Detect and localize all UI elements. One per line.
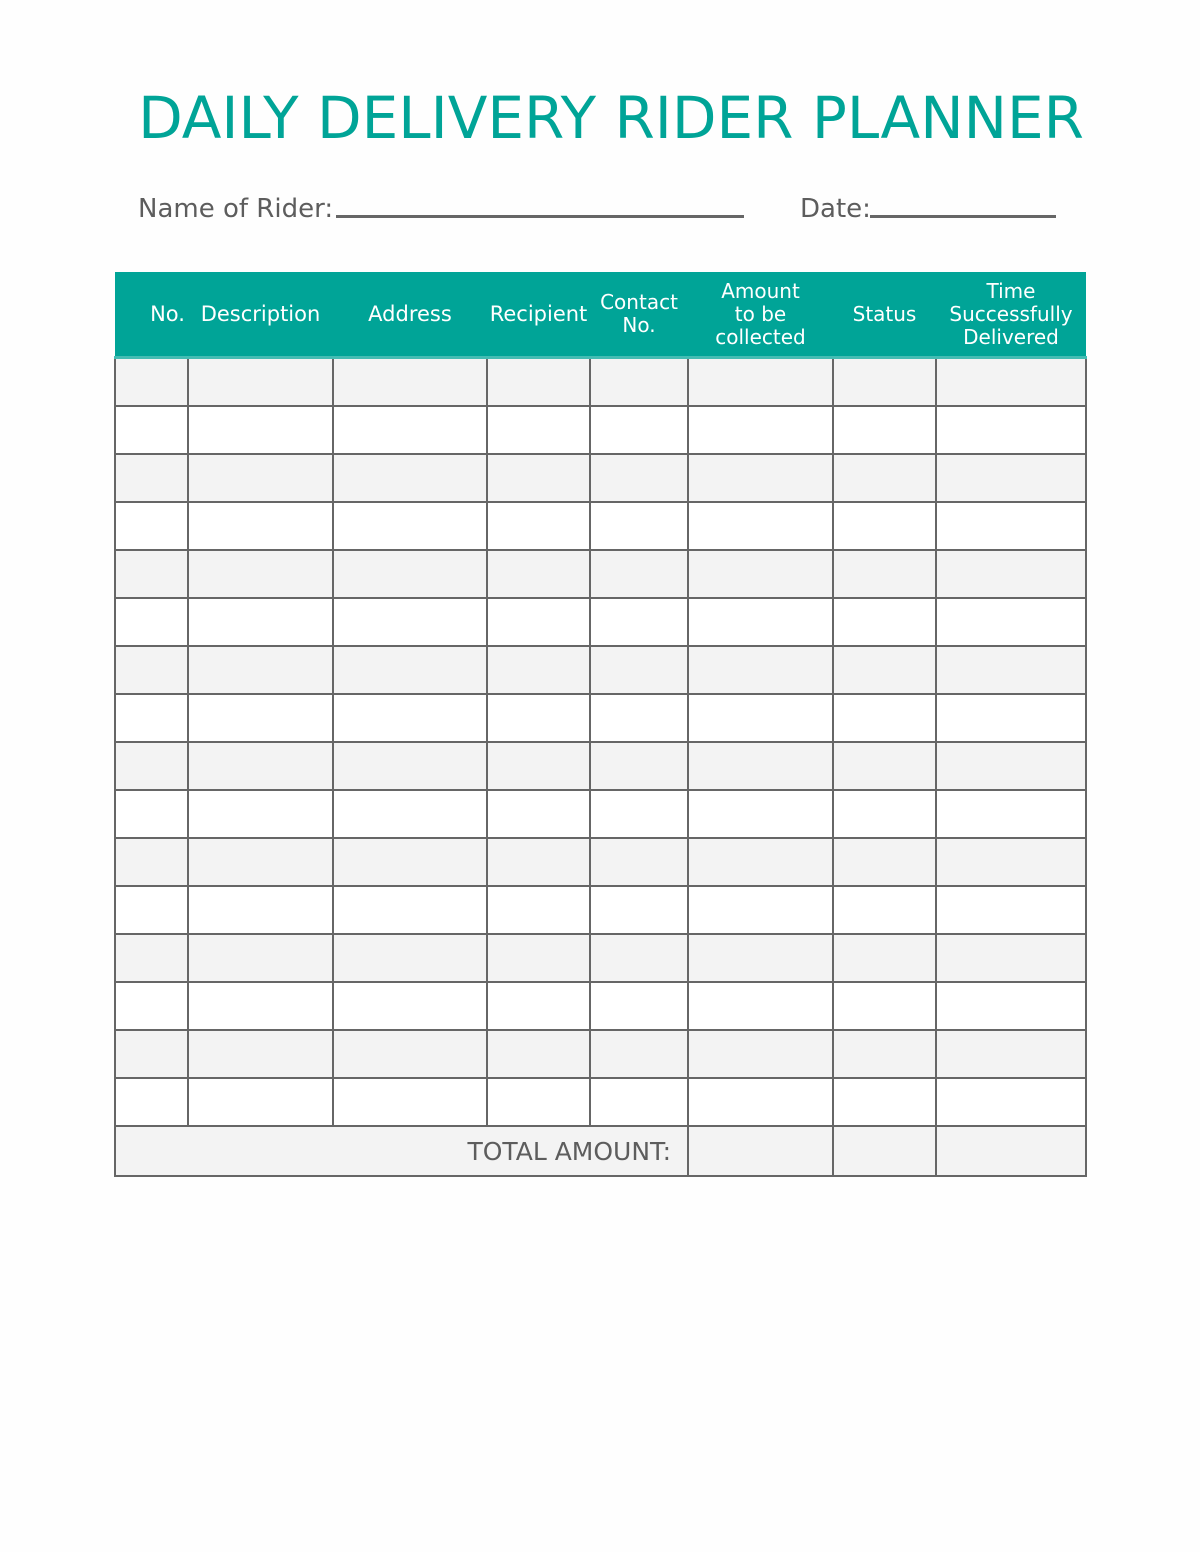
cell-contact[interactable] <box>590 358 688 407</box>
cell-contact[interactable] <box>590 982 688 1030</box>
cell-contact[interactable] <box>590 742 688 790</box>
cell-no[interactable] <box>115 502 188 550</box>
header-no: No. <box>115 272 188 358</box>
cell-status[interactable] <box>833 1078 936 1126</box>
cell-contact[interactable] <box>590 598 688 646</box>
table-row <box>115 934 1086 982</box>
cell-no[interactable] <box>115 1078 188 1126</box>
cell-contact[interactable] <box>590 502 688 550</box>
table-row <box>115 502 1086 550</box>
cell-address[interactable] <box>333 358 487 407</box>
cell-recipient[interactable] <box>487 934 590 982</box>
cell-recipient[interactable] <box>487 694 590 742</box>
header-description: Description <box>188 272 333 358</box>
cell-time[interactable] <box>936 886 1086 934</box>
cell-time[interactable] <box>936 838 1086 886</box>
cell-description[interactable] <box>188 982 333 1030</box>
cell-status[interactable] <box>833 550 936 598</box>
cell-description[interactable] <box>188 406 333 454</box>
cell-address[interactable] <box>333 646 487 694</box>
cell-recipient[interactable] <box>487 886 590 934</box>
cell-contact[interactable] <box>590 646 688 694</box>
cell-amount[interactable] <box>688 1030 833 1078</box>
table-row <box>115 694 1086 742</box>
cell-status[interactable] <box>833 934 936 982</box>
cell-no[interactable] <box>115 694 188 742</box>
cell-amount[interactable] <box>688 454 833 502</box>
table-row <box>115 742 1086 790</box>
cell-address[interactable] <box>333 742 487 790</box>
rider-name-label: Name of Rider: <box>138 194 334 224</box>
table-row <box>115 982 1086 1030</box>
cell-status[interactable] <box>833 790 936 838</box>
cell-status[interactable] <box>833 502 936 550</box>
cell-contact[interactable] <box>590 406 688 454</box>
cell-status[interactable] <box>833 454 936 502</box>
cell-amount[interactable] <box>688 1078 833 1126</box>
cell-time[interactable] <box>936 454 1086 502</box>
cell-description[interactable] <box>188 694 333 742</box>
cell-amount[interactable] <box>688 358 833 407</box>
cell-time[interactable] <box>936 790 1086 838</box>
cell-no[interactable] <box>115 838 188 886</box>
cell-description[interactable] <box>188 646 333 694</box>
cell-status[interactable] <box>833 406 936 454</box>
header-contact: Contact No. <box>590 272 688 358</box>
cell-contact[interactable] <box>590 790 688 838</box>
cell-time[interactable] <box>936 646 1086 694</box>
table-row <box>115 838 1086 886</box>
cell-time[interactable] <box>936 982 1086 1030</box>
table-row <box>115 1078 1086 1126</box>
total-time-cell[interactable] <box>936 1126 1086 1176</box>
cell-contact[interactable] <box>590 1030 688 1078</box>
cell-address[interactable] <box>333 982 487 1030</box>
total-amount-label: TOTAL AMOUNT: <box>115 1126 688 1176</box>
cell-description[interactable] <box>188 598 333 646</box>
cell-amount[interactable] <box>688 406 833 454</box>
cell-recipient[interactable] <box>487 358 590 407</box>
cell-amount[interactable] <box>688 838 833 886</box>
cell-address[interactable] <box>333 790 487 838</box>
cell-description[interactable] <box>188 1078 333 1126</box>
cell-amount[interactable] <box>688 598 833 646</box>
cell-recipient[interactable] <box>487 454 590 502</box>
cell-status[interactable] <box>833 982 936 1030</box>
cell-no[interactable] <box>115 454 188 502</box>
cell-recipient[interactable] <box>487 502 590 550</box>
cell-description[interactable] <box>188 742 333 790</box>
cell-status[interactable] <box>833 358 936 407</box>
cell-time[interactable] <box>936 550 1086 598</box>
cell-status[interactable] <box>833 1030 936 1078</box>
cell-recipient[interactable] <box>487 982 590 1030</box>
table-row <box>115 406 1086 454</box>
cell-amount[interactable] <box>688 502 833 550</box>
cell-no[interactable] <box>115 742 188 790</box>
cell-status[interactable] <box>833 886 936 934</box>
cell-address[interactable] <box>333 694 487 742</box>
cell-status[interactable] <box>833 694 936 742</box>
cell-no[interactable] <box>115 790 188 838</box>
cell-no[interactable] <box>115 1030 188 1078</box>
cell-recipient[interactable] <box>487 790 590 838</box>
table-row <box>115 598 1086 646</box>
table-row <box>115 646 1086 694</box>
cell-contact[interactable] <box>590 550 688 598</box>
header-amount: Amount to be collected <box>688 272 833 358</box>
cell-recipient[interactable] <box>487 550 590 598</box>
cell-description[interactable] <box>188 454 333 502</box>
cell-recipient[interactable] <box>487 742 590 790</box>
cell-contact[interactable] <box>590 1078 688 1126</box>
cell-amount[interactable] <box>688 550 833 598</box>
cell-address[interactable] <box>333 454 487 502</box>
cell-description[interactable] <box>188 934 333 982</box>
cell-description[interactable] <box>188 358 333 407</box>
cell-no[interactable] <box>115 646 188 694</box>
cell-time[interactable] <box>936 1030 1086 1078</box>
cell-amount[interactable] <box>688 790 833 838</box>
table-row <box>115 550 1086 598</box>
cell-time[interactable] <box>936 406 1086 454</box>
page-title: DAILY DELIVERY RIDER PLANNER <box>138 84 1084 152</box>
cell-no[interactable] <box>115 886 188 934</box>
cell-status[interactable] <box>833 646 936 694</box>
cell-status[interactable] <box>833 598 936 646</box>
cell-address[interactable] <box>333 886 487 934</box>
cell-no[interactable] <box>115 598 188 646</box>
date-field[interactable] <box>870 215 1056 218</box>
cell-contact[interactable] <box>590 838 688 886</box>
cell-address[interactable] <box>333 550 487 598</box>
cell-contact[interactable] <box>590 454 688 502</box>
total-amount-cell[interactable] <box>688 1126 833 1176</box>
cell-time[interactable] <box>936 502 1086 550</box>
cell-no[interactable] <box>115 358 188 407</box>
cell-address[interactable] <box>333 934 487 982</box>
cell-no[interactable] <box>115 550 188 598</box>
cell-amount[interactable] <box>688 982 833 1030</box>
cell-amount[interactable] <box>688 646 833 694</box>
cell-description[interactable] <box>188 838 333 886</box>
cell-amount[interactable] <box>688 934 833 982</box>
cell-address[interactable] <box>333 1078 487 1126</box>
cell-amount[interactable] <box>688 694 833 742</box>
cell-description[interactable] <box>188 1030 333 1078</box>
total-row <box>115 1126 1086 1176</box>
cell-amount[interactable] <box>688 886 833 934</box>
cell-amount[interactable] <box>688 742 833 790</box>
cell-description[interactable] <box>188 790 333 838</box>
table-header-row <box>115 272 1086 358</box>
cell-contact[interactable] <box>590 934 688 982</box>
cell-no[interactable] <box>115 406 188 454</box>
cell-contact[interactable] <box>590 886 688 934</box>
cell-time[interactable] <box>936 358 1086 407</box>
cell-status[interactable] <box>833 742 936 790</box>
table-row <box>115 1030 1086 1078</box>
delivery-table <box>114 272 1087 1177</box>
header-time-delivered: Time Successfully Delivered <box>936 272 1086 358</box>
cell-contact[interactable] <box>590 694 688 742</box>
cell-description[interactable] <box>188 886 333 934</box>
table-row <box>115 790 1086 838</box>
header-status: Status <box>833 272 936 358</box>
cell-recipient[interactable] <box>487 406 590 454</box>
cell-recipient[interactable] <box>487 838 590 886</box>
header-recipient: Recipient <box>487 272 590 358</box>
cell-address[interactable] <box>333 502 487 550</box>
cell-time[interactable] <box>936 934 1086 982</box>
cell-time[interactable] <box>936 598 1086 646</box>
table-body <box>115 358 1086 1127</box>
cell-recipient[interactable] <box>487 1078 590 1126</box>
cell-time[interactable] <box>936 742 1086 790</box>
cell-description[interactable] <box>188 502 333 550</box>
cell-recipient[interactable] <box>487 598 590 646</box>
cell-no[interactable] <box>115 982 188 1030</box>
header-address: Address <box>333 272 487 358</box>
cell-recipient[interactable] <box>487 1030 590 1078</box>
cell-address[interactable] <box>333 838 487 886</box>
date-label: Date: <box>800 194 871 224</box>
cell-status[interactable] <box>833 838 936 886</box>
cell-address[interactable] <box>333 598 487 646</box>
cell-time[interactable] <box>936 694 1086 742</box>
cell-no[interactable] <box>115 934 188 982</box>
table-row <box>115 886 1086 934</box>
total-status-cell[interactable] <box>833 1126 936 1176</box>
cell-description[interactable] <box>188 550 333 598</box>
cell-address[interactable] <box>333 1030 487 1078</box>
table-row <box>115 454 1086 502</box>
cell-recipient[interactable] <box>487 646 590 694</box>
rider-name-field[interactable] <box>336 215 744 218</box>
table-row <box>115 358 1086 407</box>
cell-address[interactable] <box>333 406 487 454</box>
cell-time[interactable] <box>936 1078 1086 1126</box>
